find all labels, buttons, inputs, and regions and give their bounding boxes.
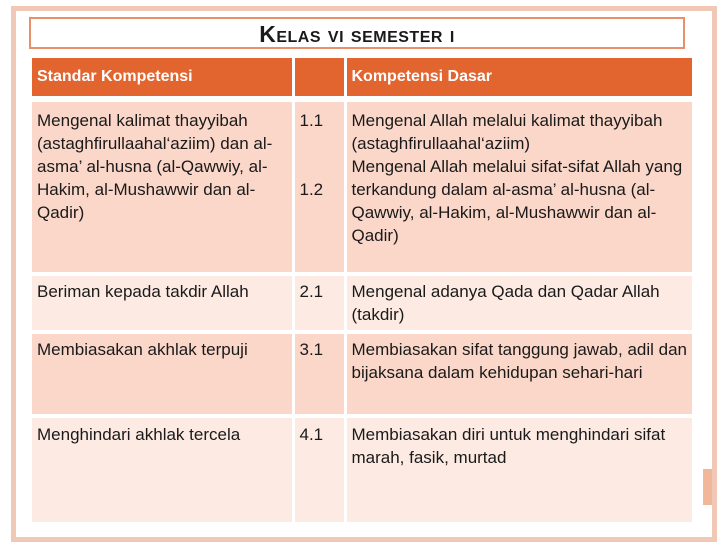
table-row	[32, 334, 692, 414]
standar-kompetensi-cell: Membiasakan akhlak terpuji	[32, 334, 293, 414]
slide-title: Kelas vi semester i	[259, 21, 455, 47]
kompetensi-dasar-cell: Membiasakan sifat tanggung jawab, adil dan bijaksana dalam kehidupan sehari-hari	[345, 334, 692, 414]
competency-table	[32, 58, 692, 522]
kd-number: 1.2	[299, 180, 324, 199]
table-row	[32, 102, 692, 272]
standar-kompetensi-cell: Beriman kepada takdir Allah	[32, 276, 293, 330]
kd-number: 2.1	[293, 276, 345, 330]
kompetensi-dasar-cell: Mengenal adanya Qada dan Qadar Allah (takdir)	[345, 276, 692, 330]
standar-kompetensi-cell: Menghindari akhlak tercela	[32, 418, 293, 522]
standar-kompetensi-cell: Mengenal kalimat thayyibah (astaghfirullaahal‘aziim) dan al-asma’ al-husna (al-Qawwiy, al-Hakim, al-Mushawwir dan al-Qadir)	[32, 102, 293, 272]
kompetensi-dasar-cell	[345, 102, 692, 272]
header-kompetensi-dasar: Kompetensi Dasar	[345, 58, 692, 96]
header-standar-kompetensi: Standar Kompetensi	[32, 58, 293, 96]
kd-text: Mengenal Allah melalui sifat-sifat Allah yang terkandung dalam al-asma’ al-husna (al-Qawwiy, al-Hakim, al-Mushawwir dan al-Qadir)	[351, 157, 683, 245]
number-cell	[293, 102, 345, 272]
kd-number: 3.1	[293, 334, 345, 414]
table-row	[32, 418, 692, 522]
table-header-row	[32, 58, 692, 96]
header-number	[293, 58, 345, 96]
kd-number: 1.1	[299, 111, 324, 130]
table-row	[32, 276, 692, 330]
kd-number: 4.1	[293, 418, 345, 522]
kd-text: Mengenal Allah melalui kalimat thayyibah (astaghfirullaahal‘aziim)	[351, 111, 663, 153]
kompetensi-dasar-cell: Membiasakan diri untuk menghindari sifat marah, fasik, murtad	[345, 418, 692, 522]
decorative-bar	[703, 469, 712, 505]
